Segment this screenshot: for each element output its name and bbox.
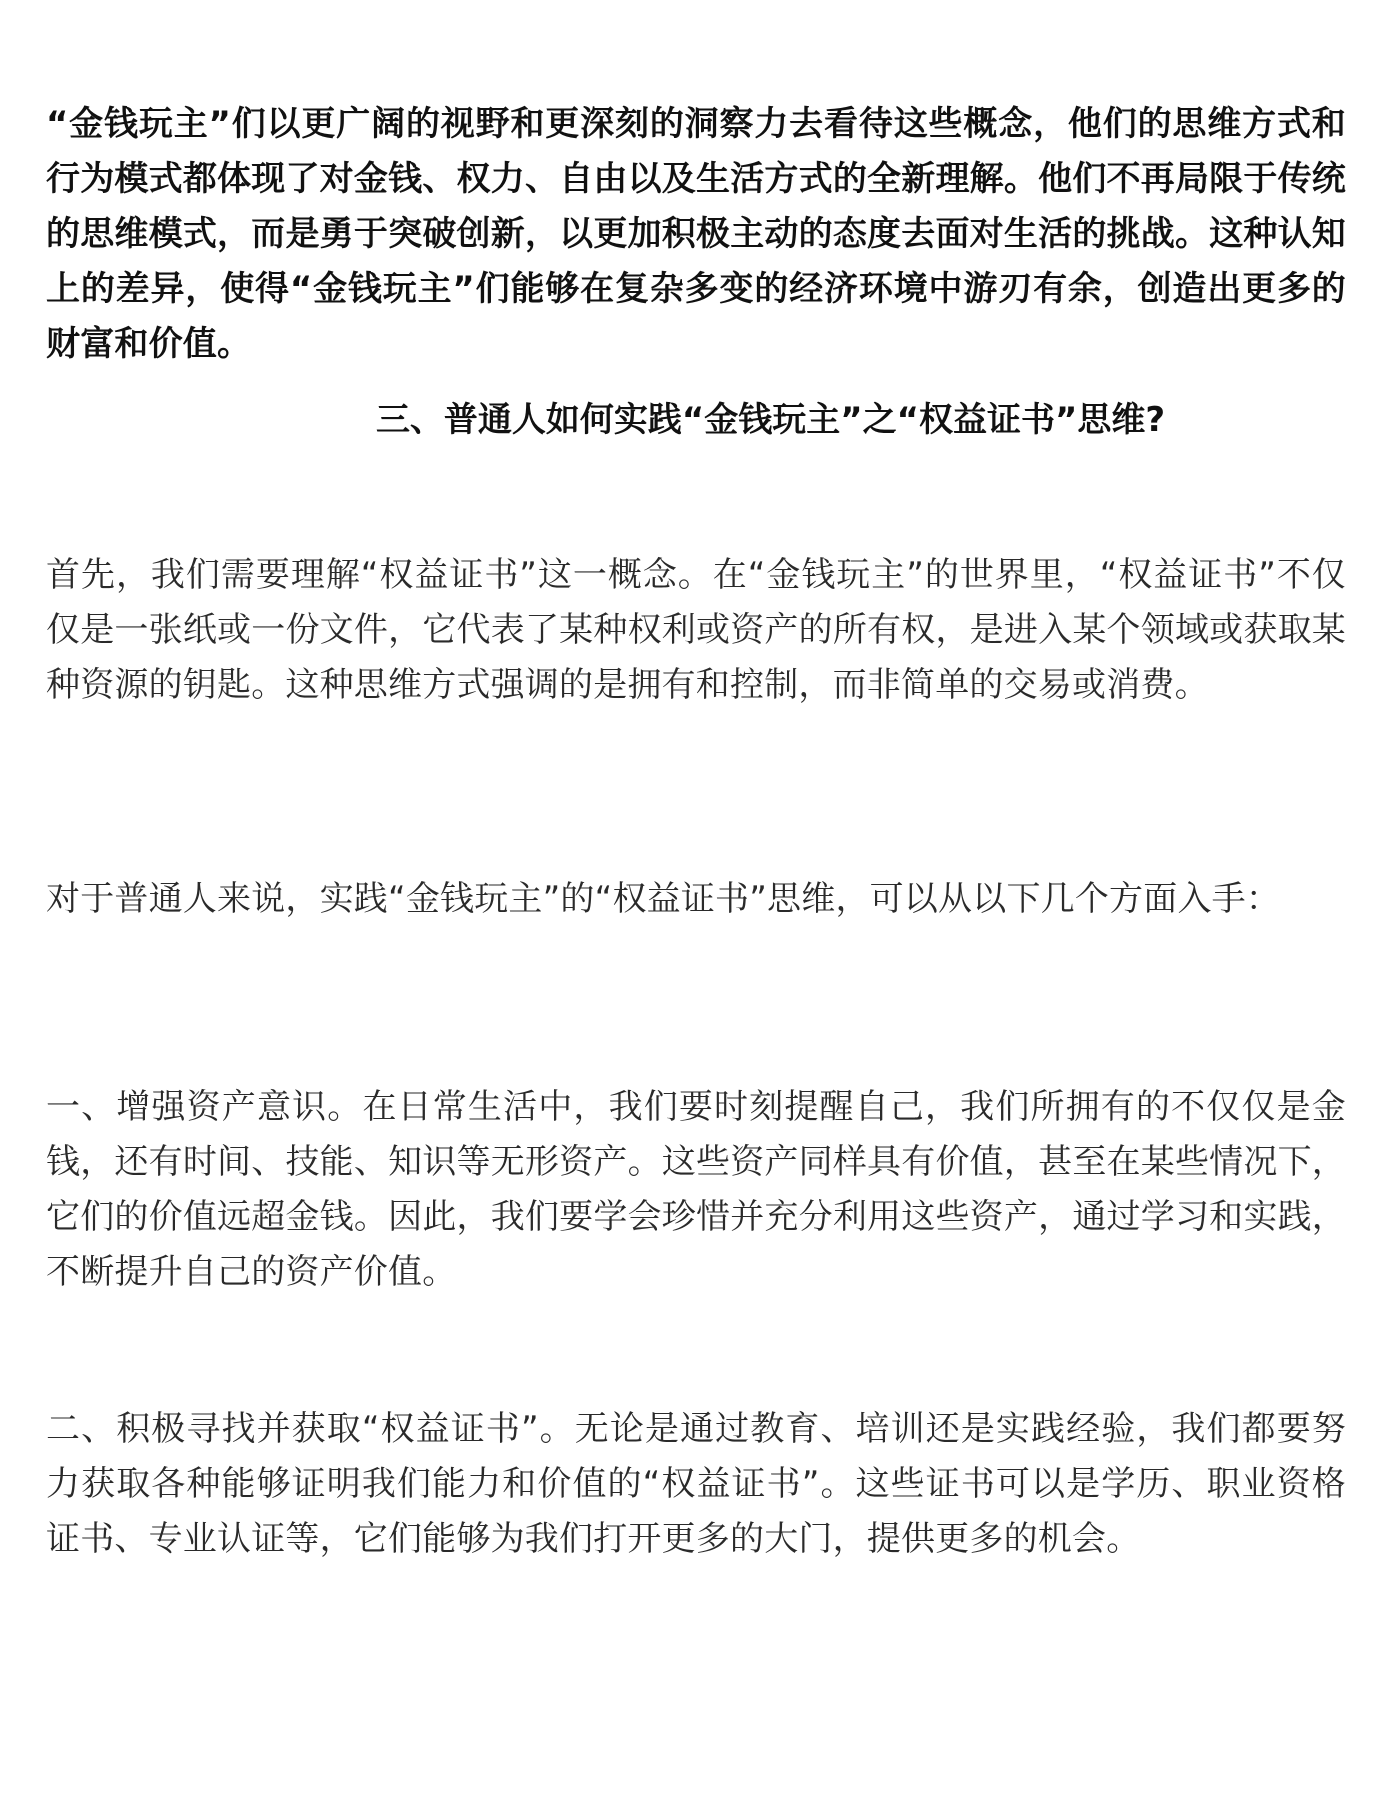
approach-paragraph: 对于普通人来说，实践“金钱玩主”的“权益证书”思维，可以从以下几个方面入手：	[46, 879, 1281, 919]
intro-paragraph: “金钱玩主”们以更广阔的视野和更深刻的洞察力去看待这些概念，他们的思维方式和行为模式都体现了对金钱、权力、自由以及生活方式的全新理解。他们不再局限于传统的思维模式，而是勇于突破创新，以更加积极主动的态度去面对生活的挑战。这种认知上的差异，使得“金钱玩主”们能够在复杂多变的经济环境中游刃有余，创造出更多的财富和价值。	[46, 104, 1346, 364]
point-two-paragraph: 二、积极寻找并获取“权益证书”。无论是通过教育、培训还是实践经验，我们都要努力获取各种能够证明我们能力和价值的“权益证书”。这些证书可以是学历、职业资格证书、专业认证等，它们能够为我们打开更多的大门，提供更多的机会。	[46, 1409, 1346, 1559]
section-heading: 三、普通人如何实践“金钱玩主”之“权益证书”思维?	[375, 400, 1166, 440]
concept-paragraph: 首先，我们需要理解“权益证书”这一概念。在“金钱玩主”的世界里，“权益证书”不仅仅是一张纸或一份文件，它代表了某种权利或资产的所有权，是进入某个领域或获取某种资源的钥匙。这种思维方式强调的是拥有和控制，而非简单的交易或消费。	[46, 555, 1346, 705]
point-one-paragraph: 一、增强资产意识。在日常生活中，我们要时刻提醒自己，我们所拥有的不仅仅是金钱，还有时间、技能、知识等无形资产。这些资产同样具有价值，甚至在某些情况下，它们的价值远超金钱。因此，我们要学会珍惜并充分利用这些资产，通过学习和实践，不断提升自己的资产价值。	[46, 1087, 1346, 1292]
